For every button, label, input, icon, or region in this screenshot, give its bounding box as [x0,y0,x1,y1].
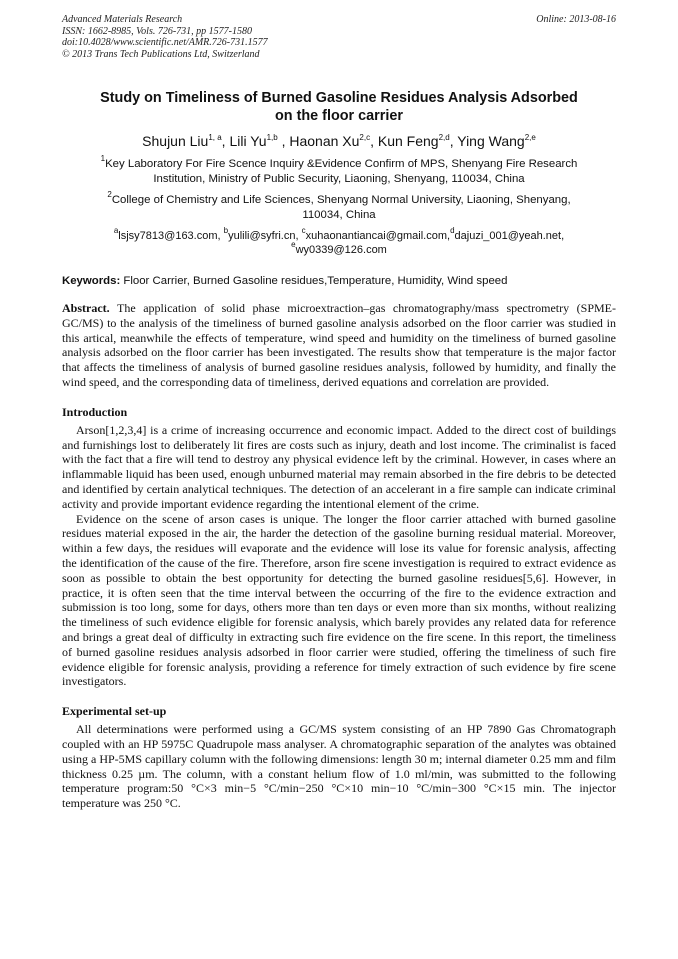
affiliation-1-line-2: Institution, Ministry of Public Security, Liaoning, Shenyang, 110034, China [153,172,525,185]
keywords-label: Keywords: [62,275,121,287]
email-link[interactable]: wy0339@126.com [295,244,387,256]
affiliation-2-line-1: $^2$College of Chemistry and Life Sciences, Shenyang Normal University, Liaoning, Shenyang, [107,190,571,206]
introduction-paragraph-2: Evidence on the scene of arson cases is unique. The longer the floor carrier attached with burned gasoline residues material exposed in the air, the harder the detection of the gasoline burning residual material. Moreover, within a few days, the residues will evaporate and the evidence will lose its value for forensic analysis, affecting the identification of the cause of the fire. Therefore, arson fire scene investigation is required to extract evidence as soon as possible to obtain the best opportunity for detecting the burned gasoline residues[5,6]. However, in practice, it is often seen that the time interval between the occurring of the fire to the evidence extraction and submission is too long, some for days, others more than ten days or even more than six months, without realizing the timeliness of such evidence eligible for forensic analysis, which barely provides any related data for reference and brings a great deal of difficulty in extracting such fire evidence on the fire scene. In this report, the timeliness of burned gasoline residues analysis adsorbed in floor carrier were studied, offering the timeliness of such fire evidence eligible for forensic analysis, providing a reference for timely extraction of such evidence by fire scene investigators. [62,511,616,689]
journal-info [62,14,616,60]
journal-doi: doi:10.4028/www.scientific.net/AMR.726-731.1577 [62,37,268,48]
abstract-text: The application of solid phase microextraction–gas chromatography/mass spectrometry (SPME-GC/MS) to the analysis of the timeliness of burned gasoline analysis adsorbed on the floor carrier was studied in this artical, meanwhile the effects of temperature, wind speed and humidity on the timeliness of burned gasoline analysis adsorbed on the floor carrier has been investigated. The results show that temperature is the major factor that affects the timeliness of analysis of burned gasoline residues analysis, followed by humidity, and finally the wind speed, and the corresponding data of timeliness, derived equations and correlation are provided. [62,301,616,389]
abstract [62,301,616,390]
author-name: Lili Yu [229,133,267,149]
author-affiliation-mark: 2,c [359,133,371,142]
email-line-1: $^a$lsjsy7813@163.com, $^b$yulili@syfri.cn, $^c$xuhaonantiancai@gmail.com,$^d$dajuzi_001@yeah.net, [113,226,565,242]
author-affiliation-mark: 1,b [266,133,278,142]
author-separator: , [221,133,230,149]
author-affiliation-mark: 1, a [208,133,222,142]
journal-header [62,14,616,74]
affiliation-1 [62,154,616,186]
author-name: Kun Feng [377,133,439,149]
email-link[interactable]: lsjsy7813@163.com, [118,230,224,242]
journal-name: Advanced Materials Research [62,14,183,25]
author-affiliation-mark: 2,e [524,133,536,142]
section-heading-experimental: Experimental set-up [62,704,167,719]
affiliation-mark: 2 [107,190,112,199]
email-link[interactable]: xuhaonantiancai@gmail.com, [305,230,451,242]
email-link[interactable]: dajuzi_001@yeah.net, [454,230,565,242]
paper-title-line-2: on the floor carrier [275,108,403,124]
email-list [62,226,616,257]
affiliation-1-line-1: $^1$Key Laboratory For Fire Scence Inquiry &Evidence Confirm of MPS, Shenyang Fire Research [100,154,578,170]
paper-title [62,89,616,125]
author-affiliation-mark: 2,d [438,133,450,142]
experimental-paragraph-1: All determinations were performed using a GC/MS system consisting of an HP 7890 Gas Chromatograph coupled with an HP 5975C Quadrupole mass analyser. A chromatographic separation of the analytes was obtained using a HP-5MS capillary column with the following dimensions: length 30 m; internal diameter 0.25 mm and film thickness 0.25 µm. The column, with a constant helium flow of 1.0 ml/min, was submitted to the following temperature program:50 °C×3 min−5 °C/min−250 °C×10 min−10 °C/min−300 °C×15 min. The injector temperature was 250 °C. [62,722,616,811]
author-separator: , [449,133,458,149]
journal-copyright: © 2013 Trans Tech Publications Ltd, Switzerland [62,48,260,60]
email-link[interactable]: yulili@syfri.cn, [228,230,302,242]
keywords [62,274,616,289]
author-name: Shujun Liu [142,133,209,149]
abstract-label: Abstract. [62,301,110,315]
section-heading-introduction: Introduction [62,404,128,419]
journal-issn: ISSN: 1662-8985, Vols. 726-731, pp 1577-1580 [62,25,252,37]
author-list [62,133,616,150]
author-name: Haonan Xu [289,133,360,149]
author-separator: , [277,133,290,149]
author-name: Ying Wang [457,133,525,149]
introduction-paragraph-1: Arson[1,2,3,4] is a crime of increasing occurrence and economic impact. Added to the direct cost of buildings and furnishings lost to deliberately lit fires are costs such as injury, death and lost income. The criminalist is faced with the fact that a fire will tend to destroy any physical evidence left by the criminal. However, in cases where an inflammable liquid has been used, enough unburned material may remain absorbed in the fire debris to be detected and identified by certain analytical techniques. The detection of an accelerant in a fire sample can indicate criminal activity and provide important evidence regarding the intentional element of the crime. [62,422,616,511]
keywords-text: Floor Carrier, Burned Gasoline residues,Temperature, Humidity, Wind speed [120,275,508,287]
affiliation-2-line-2: 110034, China [302,208,376,221]
email-line-2: $^e$wy0339@126.com [291,240,387,256]
author-separator: , [370,133,378,149]
affiliation-mark: 1 [100,154,106,163]
affiliation-2 [62,190,616,222]
paper-title-line-1: Study on Timeliness of Burned Gasoline Residues Analysis Adsorbed [100,90,578,106]
online-date: Online: 2013-08-16 [536,14,616,25]
